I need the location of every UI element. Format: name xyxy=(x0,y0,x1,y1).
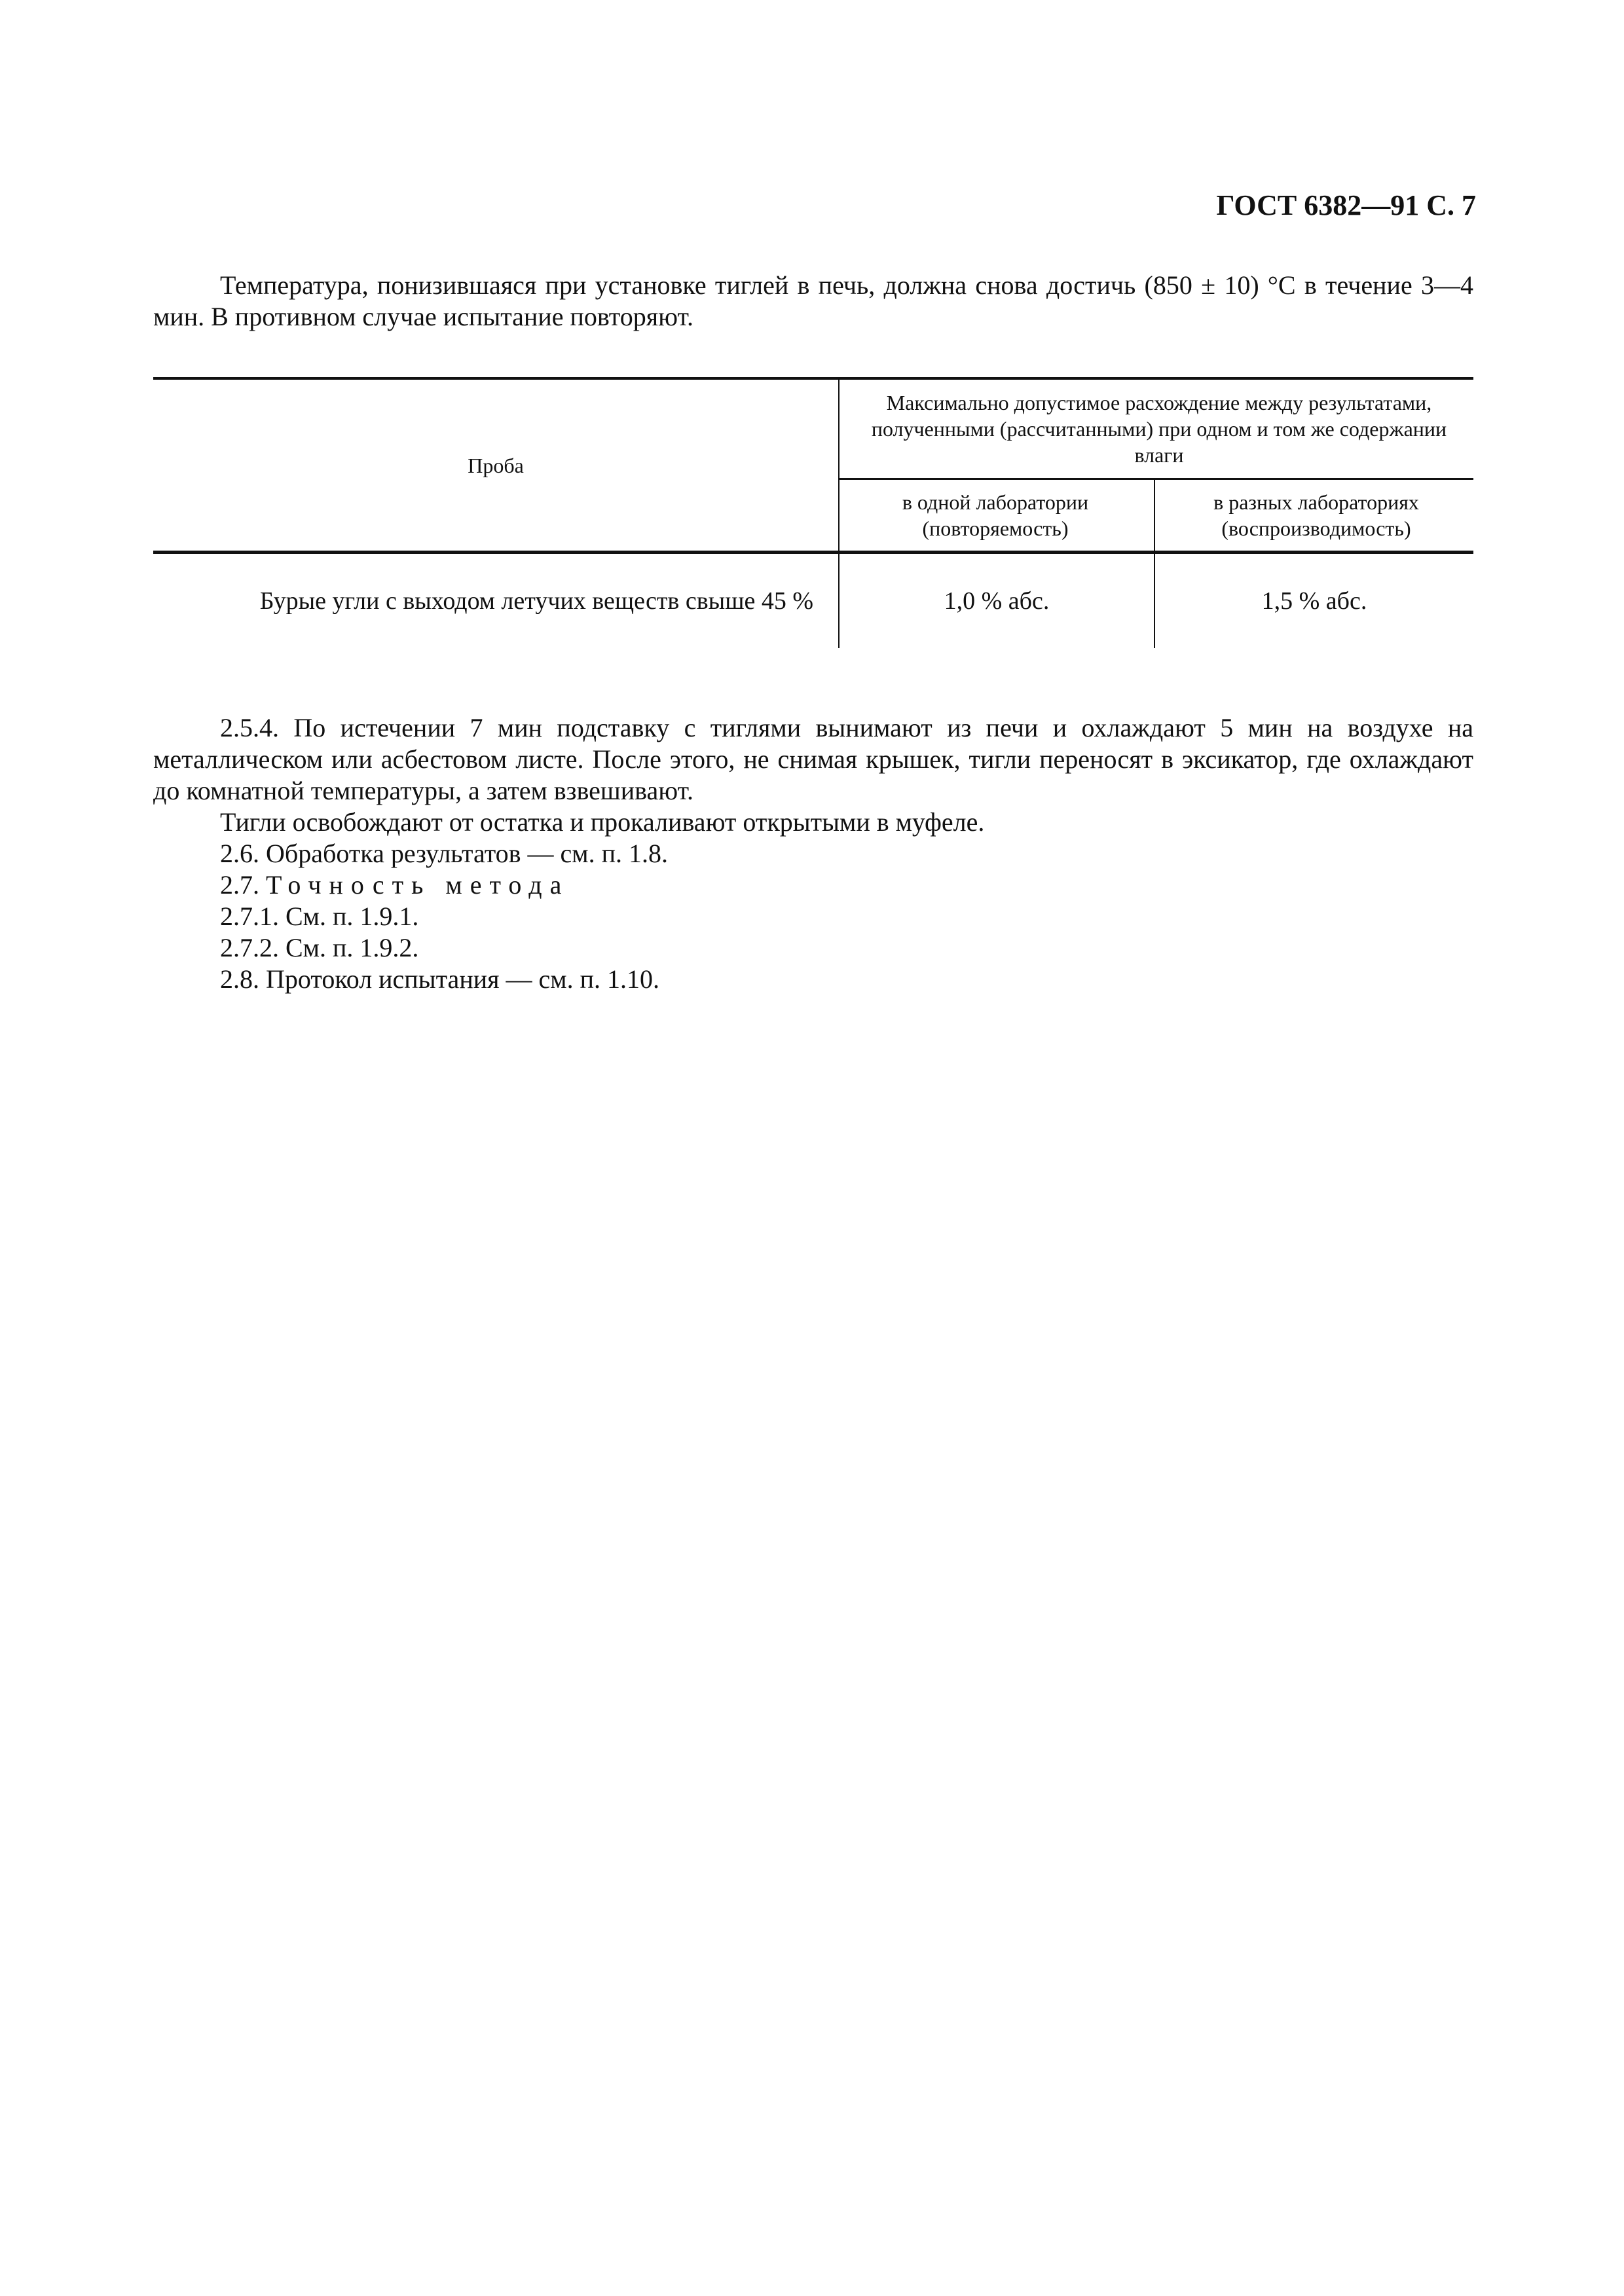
page-header: ГОСТ 6382—91 С. 7 xyxy=(1216,189,1476,221)
cell-repeatability: 1,0 % абс. xyxy=(944,587,1050,615)
cell-reproducibility: 1,5 % абс. xyxy=(1261,587,1367,615)
paragraph-2-7-2: 2.7.2. См. п. 1.9.2. xyxy=(220,933,419,962)
intro-paragraph: Температура, понизившаяся при установке тиглей в печь, должна снова достичь (850 ± 10) °С в течение 3—4 мин. В противном случае испытание повторяют. xyxy=(153,270,1473,331)
section-title: Точность метода xyxy=(266,870,570,900)
header-reproducibility: в разных лабораториях (воспроизводимость) xyxy=(1213,490,1419,540)
paragraph-2-5-4: 2.5.4. По истечении 7 мин подставку с тиглями вынимают из печи и охлаждают 5 мин на воздухе на металлическом или асбестовом листе. После этого, не снимая крышек, тигли переносят в эксикатор, где охлаждают до комнатной температуры, а затем взвешивают. xyxy=(153,713,1473,805)
paragraph-2-7-1: 2.7.1. См. п. 1.9.1. xyxy=(220,902,419,931)
paragraph-2-8: 2.8. Протокол испытания — см. п. 1.10. xyxy=(220,964,659,994)
header-sample: Проба xyxy=(468,453,524,477)
table-row xyxy=(153,554,838,648)
cell-sample: Бурые угли с выходом летучих веществ свыше 45 % xyxy=(259,587,813,615)
header-group: Максимально допустимое расхождение между результатами, полученными (рассчитанными) при одном и том же содержании влаги xyxy=(871,391,1447,467)
section-number: 2.7. xyxy=(220,870,259,900)
paragraph-2-5-4-continued: Тигли освобождают от остатка и прокаливают открытыми в муфеле. xyxy=(220,807,985,837)
paragraph-2-6: 2.6. Обработка результатов — см. п. 1.8. xyxy=(220,839,669,868)
header-repeatability: в одной лаборатории (повторяемость) xyxy=(902,490,1089,540)
paragraph-2-7 xyxy=(153,869,1473,901)
